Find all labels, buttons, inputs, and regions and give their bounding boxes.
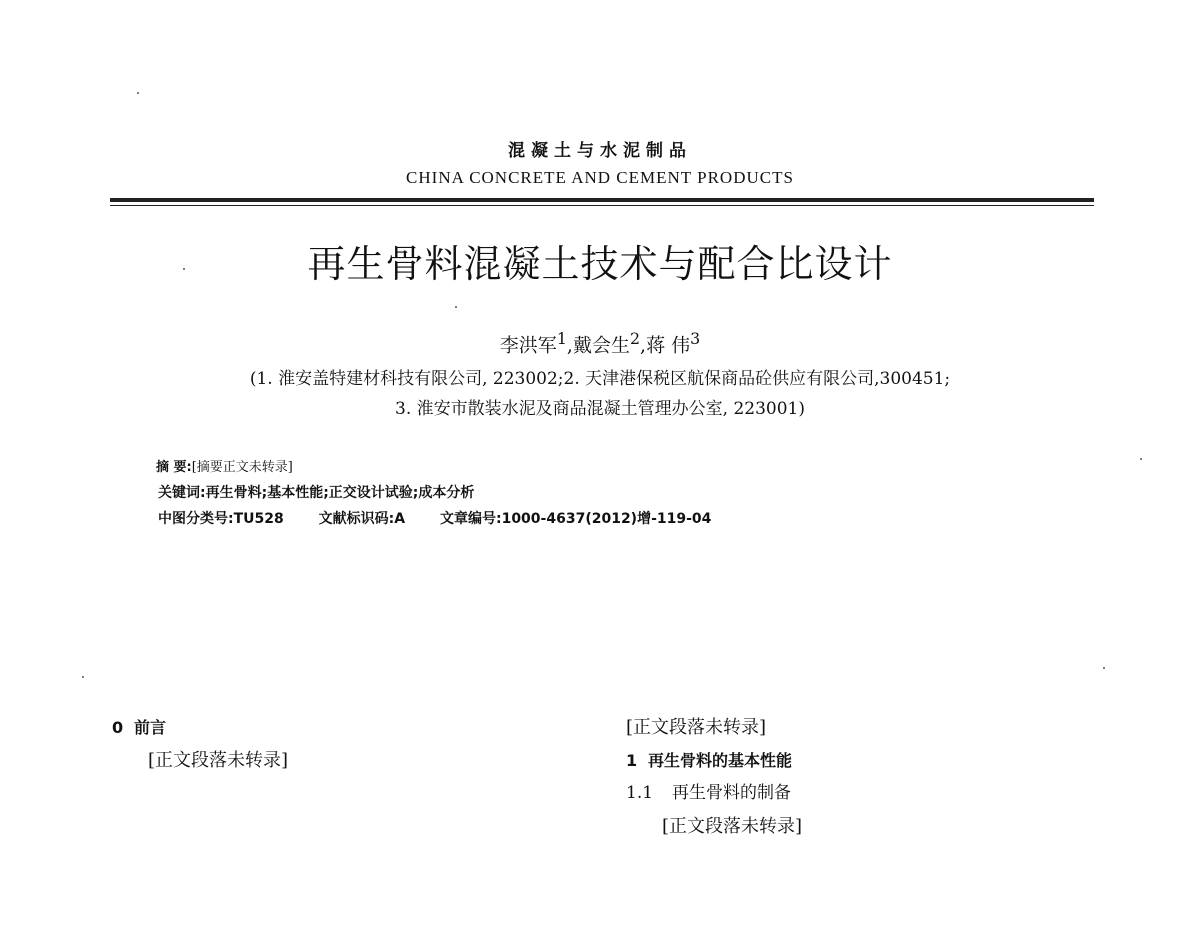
author-separator: , [640, 334, 647, 357]
body-column-right [626, 711, 1094, 843]
author-separator: , [566, 334, 573, 357]
clc-number [158, 506, 284, 532]
keywords-value: 再生骨料;基本性能;正交设计试验;成本分析 [205, 485, 475, 501]
header-rule-thin [110, 205, 1094, 206]
body-paragraph: [正文段落未转录] [662, 816, 803, 837]
body-paragraph: [正文段落未转录] [148, 750, 289, 771]
clc-label: 中图分类号: [158, 511, 234, 527]
scan-speck [183, 268, 185, 270]
author-line [0, 326, 1200, 358]
abstract-label: 摘 要: [156, 460, 192, 475]
subsection-number: 1.1 [626, 783, 654, 803]
body-column-left [112, 711, 580, 777]
section-number: 1 [626, 751, 638, 770]
affiliations [0, 364, 1200, 424]
author-name: 李洪军 [499, 334, 557, 357]
journal-name-cn: 混凝土与水泥制品 [508, 141, 692, 161]
scan-speck [82, 676, 84, 678]
subsection-heading [626, 777, 1094, 810]
journal-name-en: CHINA CONCRETE AND CEMENT PRODUCTS [406, 168, 794, 187]
classification-line [130, 506, 1070, 532]
article-number-label: 文章编号: [439, 511, 502, 527]
abstract-block [130, 455, 1070, 532]
abstract-text [130, 455, 1070, 480]
section-heading [112, 711, 580, 744]
author-name: 戴会生 [572, 334, 630, 357]
body-paragraph-continued: [正文段落未转录] [626, 717, 767, 738]
section-title: 前言 [134, 718, 167, 737]
scan-speck [1103, 667, 1105, 669]
section-title: 再生骨料的基本性能 [648, 751, 793, 770]
scan-speck [137, 92, 139, 94]
author-affiliation-mark: 1 [556, 329, 567, 348]
journal-header [0, 140, 1200, 190]
document-code-value: A [394, 511, 406, 527]
abstract-body: [摘要正文未转录] [191, 460, 293, 475]
document-code-label: 文献标识码: [318, 511, 395, 527]
author-affiliation-mark: 3 [690, 329, 701, 348]
header-rule-thick [110, 198, 1094, 202]
document-code [319, 506, 405, 532]
affiliation-line: (1. 淮安盖特建材科技有限公司, 223002;2. 天津港保税区航保商品砼供应有限公司,300451; [249, 369, 951, 389]
affiliation-line: 3. 淮安市散装水泥及商品混凝土管理办公室, 223001) [395, 399, 805, 419]
article-title: 再生骨料混凝土技术与配合比设计 [307, 242, 893, 286]
keywords-line [130, 480, 1070, 506]
scan-speck [1140, 458, 1142, 460]
keywords-label: 关键词: [158, 485, 206, 501]
author-affiliation-mark: 2 [629, 329, 641, 348]
scan-speck [455, 306, 457, 308]
subsection-title: 再生骨料的制备 [672, 783, 791, 803]
clc-value: TU528 [233, 511, 284, 527]
section-heading [626, 744, 1094, 777]
author-name: 蒋 伟 [646, 334, 691, 357]
article-number [440, 506, 711, 532]
section-number: 0 [112, 718, 124, 737]
article-number-value: 1000-4637(2012)增-119-04 [501, 511, 712, 527]
